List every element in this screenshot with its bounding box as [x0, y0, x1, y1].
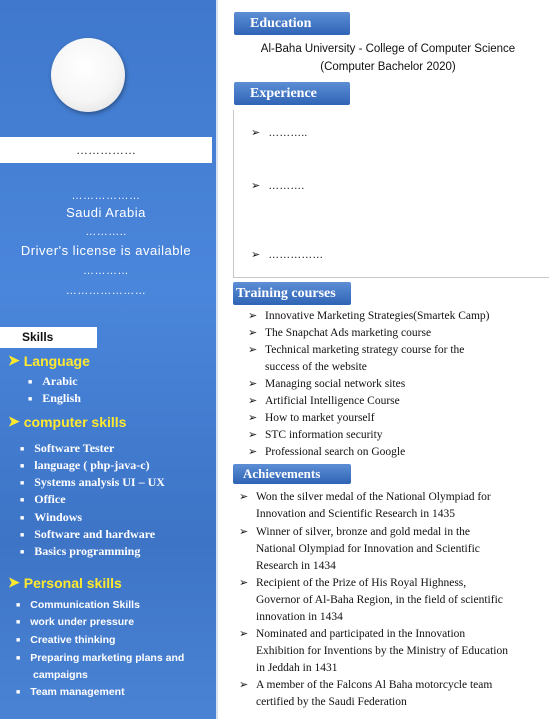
training-header: [233, 282, 351, 305]
category-title: Personal skills: [23, 574, 122, 591]
skills-label: Skills: [0, 327, 97, 348]
arrow-bullet-icon: ➢: [248, 344, 258, 356]
info-line: ………..: [85, 226, 127, 238]
arrow-bullet-icon: ➢: [239, 577, 249, 589]
training-item: ➢ Managing social network sites: [248, 376, 405, 393]
section-title: Education: [250, 15, 312, 31]
chevron-right-icon: ➤: [8, 352, 20, 368]
square-bullet-icon: ■: [20, 478, 25, 487]
list-item: ■ Arabic: [28, 374, 78, 388]
arrow-bullet-icon: ➢: [239, 628, 249, 640]
square-bullet-icon: ■: [28, 377, 33, 386]
name-placeholder: ……………: [76, 143, 136, 157]
training-item: ➢ Technical marketing strategy course for the: [248, 342, 464, 359]
training-item: ➢ Innovative Marketing Strategies(Smartek Camp): [248, 308, 490, 325]
list-item: ■ Office: [20, 492, 66, 506]
arrow-bullet-icon: ➢: [251, 127, 261, 139]
training-item: ➢ STC information security: [248, 427, 383, 444]
chevron-right-icon: ➤: [8, 413, 20, 429]
experience-header: [234, 82, 350, 105]
list-item: ■ work under pressure: [16, 616, 135, 628]
arrow-bullet-icon: ➢: [251, 180, 261, 192]
arrow-bullet-icon: ➢: [248, 378, 258, 390]
arrow-bullet-icon: ➢: [239, 679, 249, 691]
list-item: ■ Basics programming: [20, 544, 141, 558]
training-item: ➢ The Snapchat Ads marketing course: [248, 325, 431, 342]
list-item: ■ Preparing marketing plans and: [16, 652, 185, 664]
square-bullet-icon: ■: [20, 461, 25, 470]
achievement-item: ➢ Nominated and participated in the Innovation Exhibition for Inventions by the Ministry of Education in Jeddah in 1431: [239, 626, 545, 677]
list-item: ■ Team management: [16, 686, 125, 698]
square-bullet-icon: ■: [28, 394, 33, 403]
achievement-item: ➢ A member of the Falcons Al Baha motorcycle team certified by the Saudi Federation: [239, 677, 545, 711]
training-item: ➢ How to market yourself: [248, 410, 375, 427]
education-header: [234, 12, 350, 35]
square-bullet-icon: ■: [20, 444, 25, 453]
square-bullet-icon: ■: [16, 688, 21, 696]
list-item: ■ Software and hardware: [20, 527, 156, 541]
list-item: ■ language ( php-java-c): [20, 458, 150, 472]
country-text: Saudi Arabia: [66, 205, 146, 220]
category-personal-skills: [8, 574, 122, 591]
achievement-item: ➢ Won the silver medal of the National Olympiad for Innovation and Scientific Research in 1435: [239, 489, 545, 523]
experience-item: ➢ ………..: [251, 126, 308, 139]
arrow-bullet-icon: ➢: [248, 395, 258, 407]
square-bullet-icon: ■: [20, 547, 25, 556]
list-item: ■ Creative thinking: [16, 634, 116, 646]
training-item: ➢ Artificial Intelligence Course: [248, 393, 400, 410]
list-item: ■ Windows: [20, 510, 83, 524]
list-item: ■ Systems analysis UI – UX: [20, 475, 165, 489]
category-language: [8, 352, 90, 369]
arrow-bullet-icon: ➢: [239, 491, 249, 503]
arrow-bullet-icon: ➢: [248, 446, 258, 458]
info-line: …………………: [65, 285, 147, 297]
education-line: Al-Baha University - College of Computer Science: [260, 43, 516, 55]
arrow-bullet-icon: ➢: [248, 412, 258, 424]
name-field: [0, 137, 212, 163]
achievement-item: ➢ Winner of silver, bronze and gold medal in the National Olympiad for Innovation and Scientific Research in 1434: [239, 524, 545, 575]
sidebar: [0, 0, 218, 719]
list-item: ■ Software Tester: [20, 441, 115, 455]
arrow-bullet-icon: ➢: [248, 310, 258, 322]
arrow-bullet-icon: ➢: [248, 327, 258, 339]
chevron-right-icon: ➤: [8, 574, 20, 590]
avatar: [51, 38, 125, 112]
training-item: ➢ Professional search on Google: [248, 444, 405, 461]
achievements-header: [233, 464, 351, 484]
list-item-continued: campaigns: [33, 669, 88, 681]
arrow-bullet-icon: ➢: [251, 249, 261, 261]
education-line: (Computer Bachelor 2020): [320, 61, 456, 73]
square-bullet-icon: ■: [16, 636, 21, 644]
category-title: Language: [23, 352, 90, 369]
square-bullet-icon: ■: [20, 495, 25, 504]
square-bullet-icon: ■: [16, 618, 21, 626]
info-line: ………………: [71, 190, 141, 202]
section-title: Training courses: [236, 285, 336, 301]
experience-item: ➢ ……………: [251, 248, 324, 261]
category-computer-skills: [8, 413, 126, 430]
square-bullet-icon: ■: [16, 654, 21, 662]
achievement-item: ➢ Recipient of the Prize of His Royal Highness, Governor of Al-Baha Region, in the field of scientific innovation in 1434: [239, 575, 545, 626]
license-text: Driver's license is available: [20, 243, 192, 258]
section-title: Experience: [250, 85, 317, 101]
section-title: Achievements: [243, 466, 321, 481]
square-bullet-icon: ■: [20, 530, 25, 539]
training-item-continued: success of the website: [265, 361, 367, 373]
list-item: ■ English: [28, 391, 81, 405]
arrow-bullet-icon: ➢: [248, 429, 258, 441]
info-line: …………: [83, 265, 129, 277]
list-item: ■ Communication Skills: [16, 599, 140, 611]
experience-item: ➢ ……….: [251, 179, 305, 192]
arrow-bullet-icon: ➢: [239, 526, 249, 538]
square-bullet-icon: ■: [20, 513, 25, 522]
square-bullet-icon: ■: [16, 601, 21, 609]
category-title: computer skills: [23, 413, 127, 430]
